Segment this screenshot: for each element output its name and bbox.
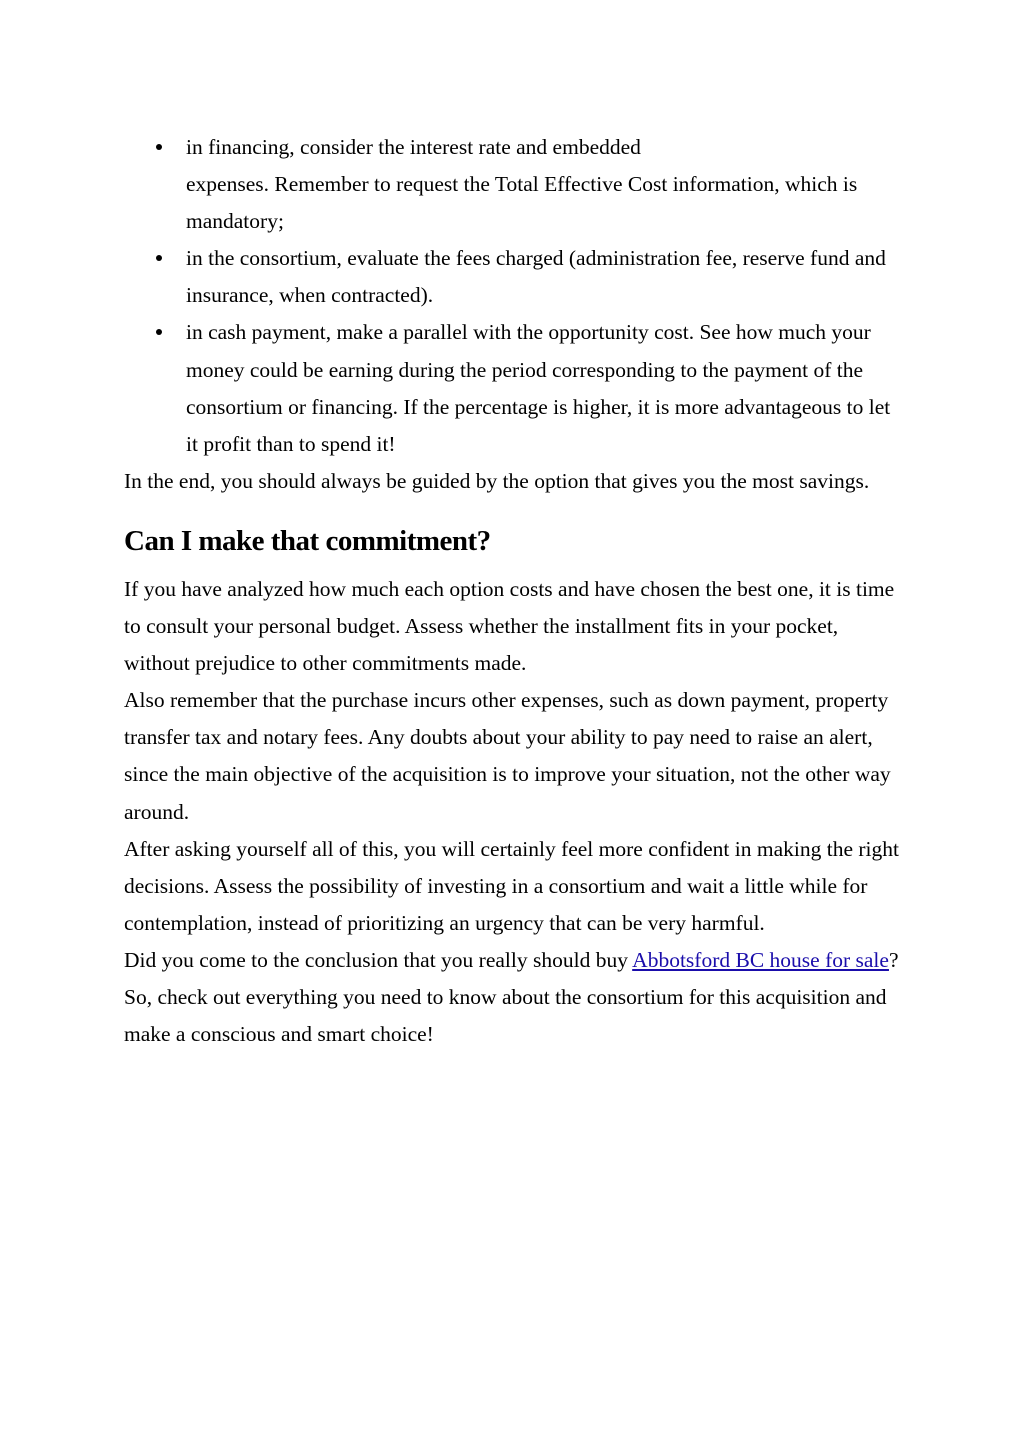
body-paragraph: If you have analyzed how much each option costs and have chosen the best one, it is time to consult your personal budget. Assess whether the installment fits in your pocket, without prejudice to other commitments made. — [124, 576, 895, 676]
final-paragraph — [124, 942, 904, 1053]
bullet-icon — [156, 329, 162, 335]
body-paragraph: After asking yourself all of this, you will certainly feel more confident in making the right decisions. Assess the possibility of investing in a consortium and wait a little while for contemplation, instead of prioritizing an urgency that can be very harmful. — [124, 836, 899, 935]
section-heading: Can I make that commitment? — [124, 524, 491, 557]
listing-link[interactable]: Abbotsford BC house for sale — [632, 947, 889, 972]
bullet-text-lead: in financing, consider the interest rate and embedded — [186, 135, 641, 159]
final-text-before-link: Did you come to the conclusion that you really should buy — [124, 947, 633, 972]
body-paragraph: Also remember that the purchase incurs other expenses, such as down payment, property transfer tax and notary fees. Any doubts about your ability to pay need to raise an alert, since the main objective of the acquisition is to improve your situation, not the other way around. — [124, 688, 891, 824]
conclusion-paragraph: In the end, you should always be guided by the option that gives you the most savings. — [124, 468, 870, 493]
document-body — [124, 129, 904, 1053]
list-item — [186, 129, 904, 240]
bullet-list — [124, 129, 904, 463]
list-item — [186, 240, 904, 314]
bullet-icon — [156, 255, 162, 261]
final-text-after-link: ? So, check out everything you need to know about the consortium for this acquisition and make a conscious and smart choice! — [124, 947, 899, 1047]
bullet-text: in cash payment, make a parallel with the opportunity cost. See how much your money could be earning during the period corresponding to the payment of the consortium or financing. If the percentage is higher, it is more advantageous to let it profit than to spend it! — [186, 320, 891, 456]
bullet-icon — [156, 144, 162, 150]
bullet-text: in the consortium, evaluate the fees charged (administration fee, reserve fund and insurance, when contracted). — [186, 246, 886, 308]
list-item — [186, 314, 904, 462]
bullet-text-rest: expenses. Remember to request the Total Effective Cost information, which is mandatory; — [186, 172, 858, 234]
